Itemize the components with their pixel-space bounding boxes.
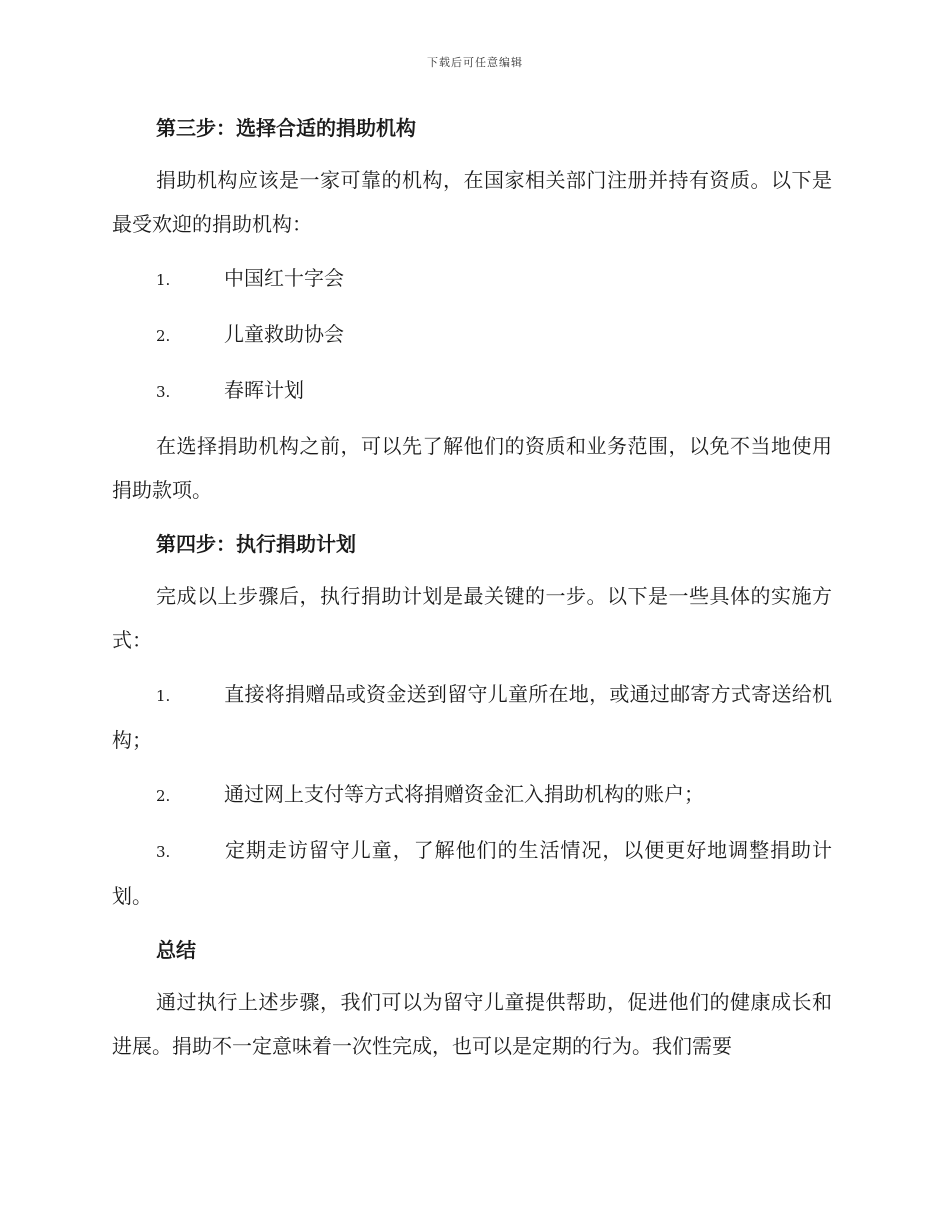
section3-title: 第三步：选择合适的捐助机构	[156, 116, 416, 140]
list-text: 通过网上支付等方式将捐赠资金汇入捐助机构的账户；	[224, 782, 704, 806]
document-body	[112, 108, 832, 1068]
section3-list	[112, 256, 832, 414]
list-item	[112, 256, 832, 302]
list-number: 1.	[156, 271, 171, 289]
list-text: 春晖计划	[224, 378, 304, 402]
list-number: 1.	[156, 687, 171, 705]
section3-outro: 在选择捐助机构之前，可以先了解他们的资质和业务范围，以免不当地使用捐助款项。	[112, 434, 832, 502]
summary-text: 通过执行上述步骤，我们可以为留守儿童提供帮助，促进他们的健康成长和进展。捐助不一定意味着一次性完成，也可以是定期的行为。我们需要	[112, 990, 832, 1058]
section4-intro: 完成以上步骤后，执行捐助计划是最关键的一步。以下是一些具体的实施方式：	[112, 584, 832, 652]
list-item	[112, 312, 832, 358]
list-item	[112, 828, 832, 918]
section4-list	[112, 672, 832, 918]
list-number: 3.	[156, 383, 171, 401]
list-number: 2.	[156, 327, 171, 345]
list-text: 定期走访留守儿童，了解他们的生活情况，以便更好地调整捐助计划。	[112, 838, 832, 908]
header-note: 下载后可任意编辑	[427, 56, 523, 69]
list-item	[112, 672, 832, 762]
list-text: 中国红十字会	[224, 266, 344, 290]
section4-title: 第四步：执行捐助计划	[156, 532, 356, 556]
list-number: 2.	[156, 787, 171, 805]
list-text: 儿童救助协会	[224, 322, 344, 346]
list-item	[112, 772, 832, 818]
section3-intro: 捐助机构应该是一家可靠的机构，在国家相关部门注册并持有资质。以下是最受欢迎的捐助机构：	[112, 168, 832, 236]
list-item	[112, 368, 832, 414]
list-text: 直接将捐赠品或资金送到留守儿童所在地，或通过邮寄方式寄送给机构；	[112, 682, 832, 752]
summary-title: 总结	[156, 938, 196, 962]
list-number: 3.	[156, 843, 171, 861]
